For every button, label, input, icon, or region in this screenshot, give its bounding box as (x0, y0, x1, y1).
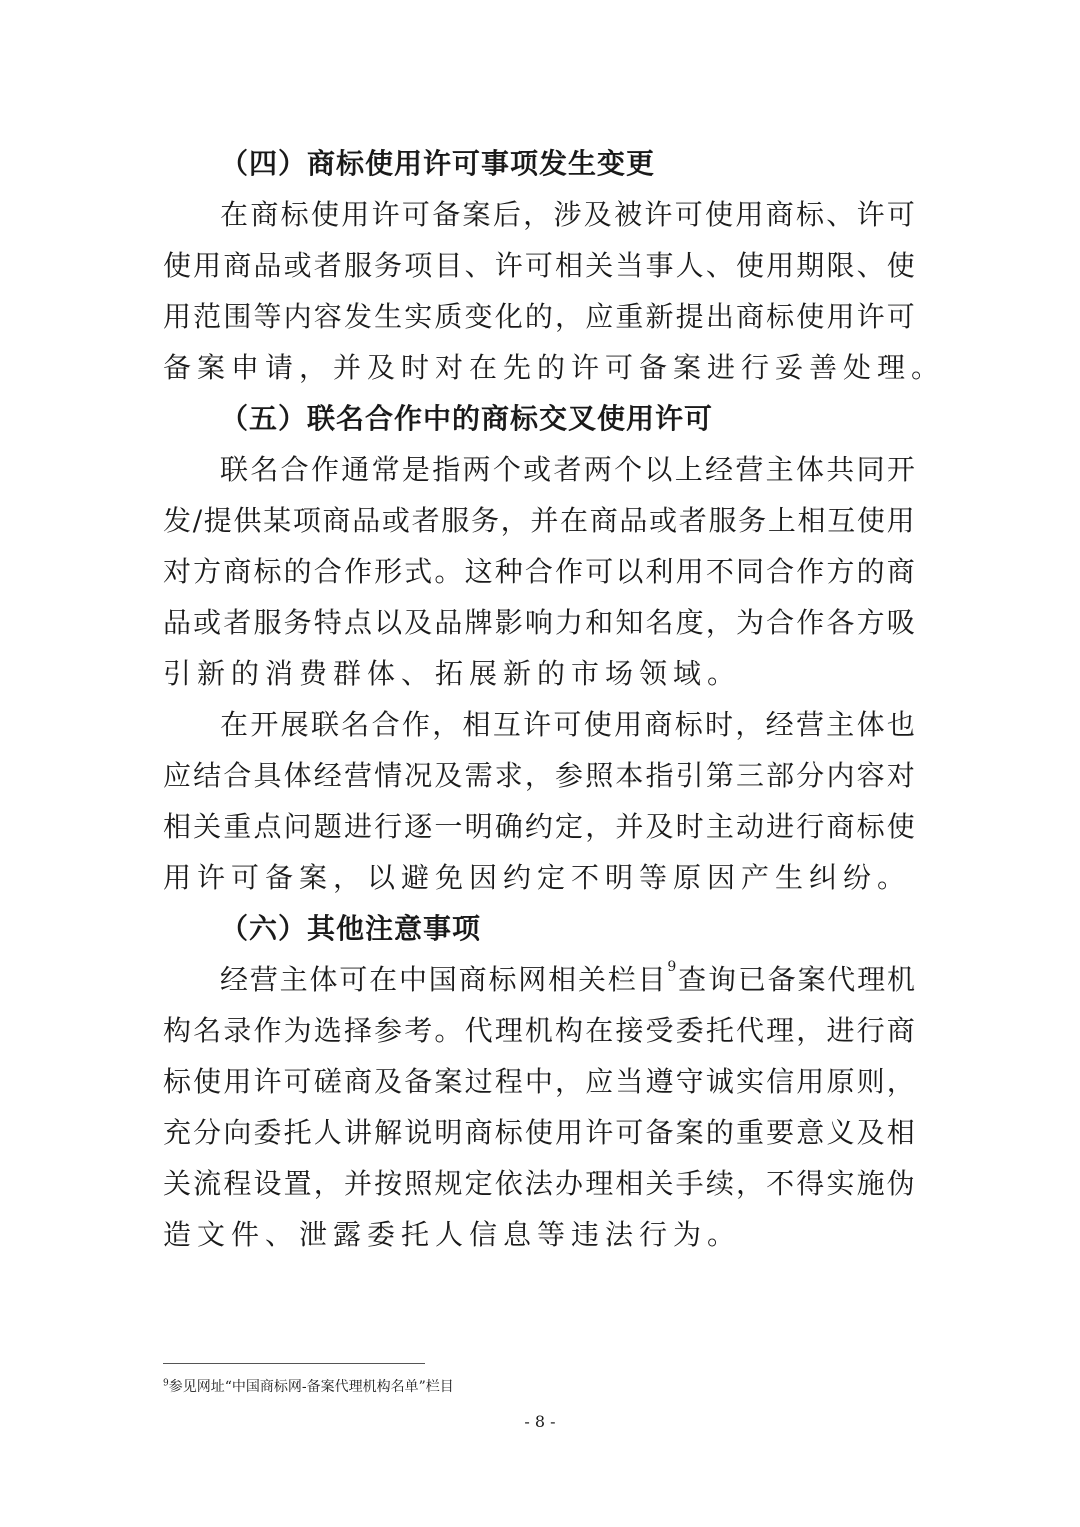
text-line: 品 或 者 服 务 特 点 以 及 品 牌 影 响 力 和 知 名 度 ， 为 合 作 各 方 吸 (163, 606, 915, 639)
text-line: 在 商 标 使 用 许 可 备 案 后 ， 涉 及 被 许 可 使 用 商 标 、 许 可 (220, 198, 915, 231)
footnote (163, 1376, 454, 1396)
footnote-divider (163, 1363, 425, 1364)
text-line: 应 结 合 具 体 经 营 情 况 及 需 求 ， 参 照 本 指 引 第 三 部 分 内 容 对 (163, 759, 915, 792)
paragraph (163, 189, 946, 393)
paragraph (163, 699, 915, 903)
text-line: 经 营 主 体 可 在 中 国 商 标 网 相 关 栏 目 $^9$ 查 询 已 备 案 代 理 机 (220, 959, 915, 996)
section-heading: （六）其他注意事项 (220, 912, 482, 945)
text-line: 构 名 录 作 为 选 择 参 考 。 代 理 机 构 在 接 受 委 托 代 理 ， 进 行 商 (163, 1014, 915, 1047)
section-heading: （五）联名合作中的商标交叉使用许可 (220, 402, 714, 435)
paragraph (163, 954, 915, 1260)
text-line: 关 流 程 设 置 ， 并 按 照 规 定 依 法 办 理 相 关 手 续 ， 不 得 实 施 伪 (163, 1167, 915, 1200)
text-line: 引新的消费群体、拓展新的市场领域。 (163, 657, 742, 690)
page-number: - 8 - (524, 1412, 556, 1431)
text-line: 备案申请，并及时对在先的许可备案进行妥善处理。 (163, 351, 946, 384)
body-content (163, 138, 946, 1260)
footnote-text: 参见网址“中国商标网-备案代理机构名单”栏目 (168, 1379, 454, 1395)
text-line: 充 分 向 委 托 人 讲 解 说 明 商 标 使 用 许 可 备 案 的 重 要 意 义 及 相 (163, 1116, 915, 1149)
text-line: 联 名 合 作 通 常 是 指 两 个 或 者 两 个 以 上 经 营 主 体 共 同 开 (220, 453, 915, 486)
text-line: 在 开 展 联 名 合 作 ， 相 互 许 可 使 用 商 标 时 ， 经 营 主 体 也 (220, 708, 915, 741)
footnote-marker: 9 (163, 1378, 169, 1389)
text-line: 相 关 重 点 问 题 进 行 逐 一 明 确 约 定 ， 并 及 时 主 动 进 行 商 标 使 (163, 810, 915, 843)
paragraph (163, 444, 915, 699)
text-line: 使 用 商 品 或 者 服 务 项 目 、 许 可 相 关 当 事 人 、 使 用 期 限 、 使 (163, 249, 915, 282)
text-line: 发 / 提 供 某 项 商 品 或 者 服 务 ， 并 在 商 品 或 者 服 务 上 相 互 使 用 (163, 504, 915, 537)
section-heading: （四）商标使用许可事项发生变更 (220, 147, 656, 180)
text-line: 对 方 商 标 的 合 作 形 式 。 这 种 合 作 可 以 利 用 不 同 合 作 方 的 商 (163, 555, 915, 588)
text-line: 造文件、泄露委托人信息等违法行为。 (163, 1218, 742, 1251)
text-line: 标 使 用 许 可 磋 商 及 备 案 过 程 中 ， 应 当 遵 守 诚 实 信 用 原 则 ， (163, 1065, 915, 1098)
text-line: 用许可备案，以避免因约定不明等原因产生纠纷。 (163, 861, 912, 894)
text-line: 用 范 围 等 内 容 发 生 实 质 变 化 的 ， 应 重 新 提 出 商 标 使 用 许 可 (163, 300, 915, 333)
